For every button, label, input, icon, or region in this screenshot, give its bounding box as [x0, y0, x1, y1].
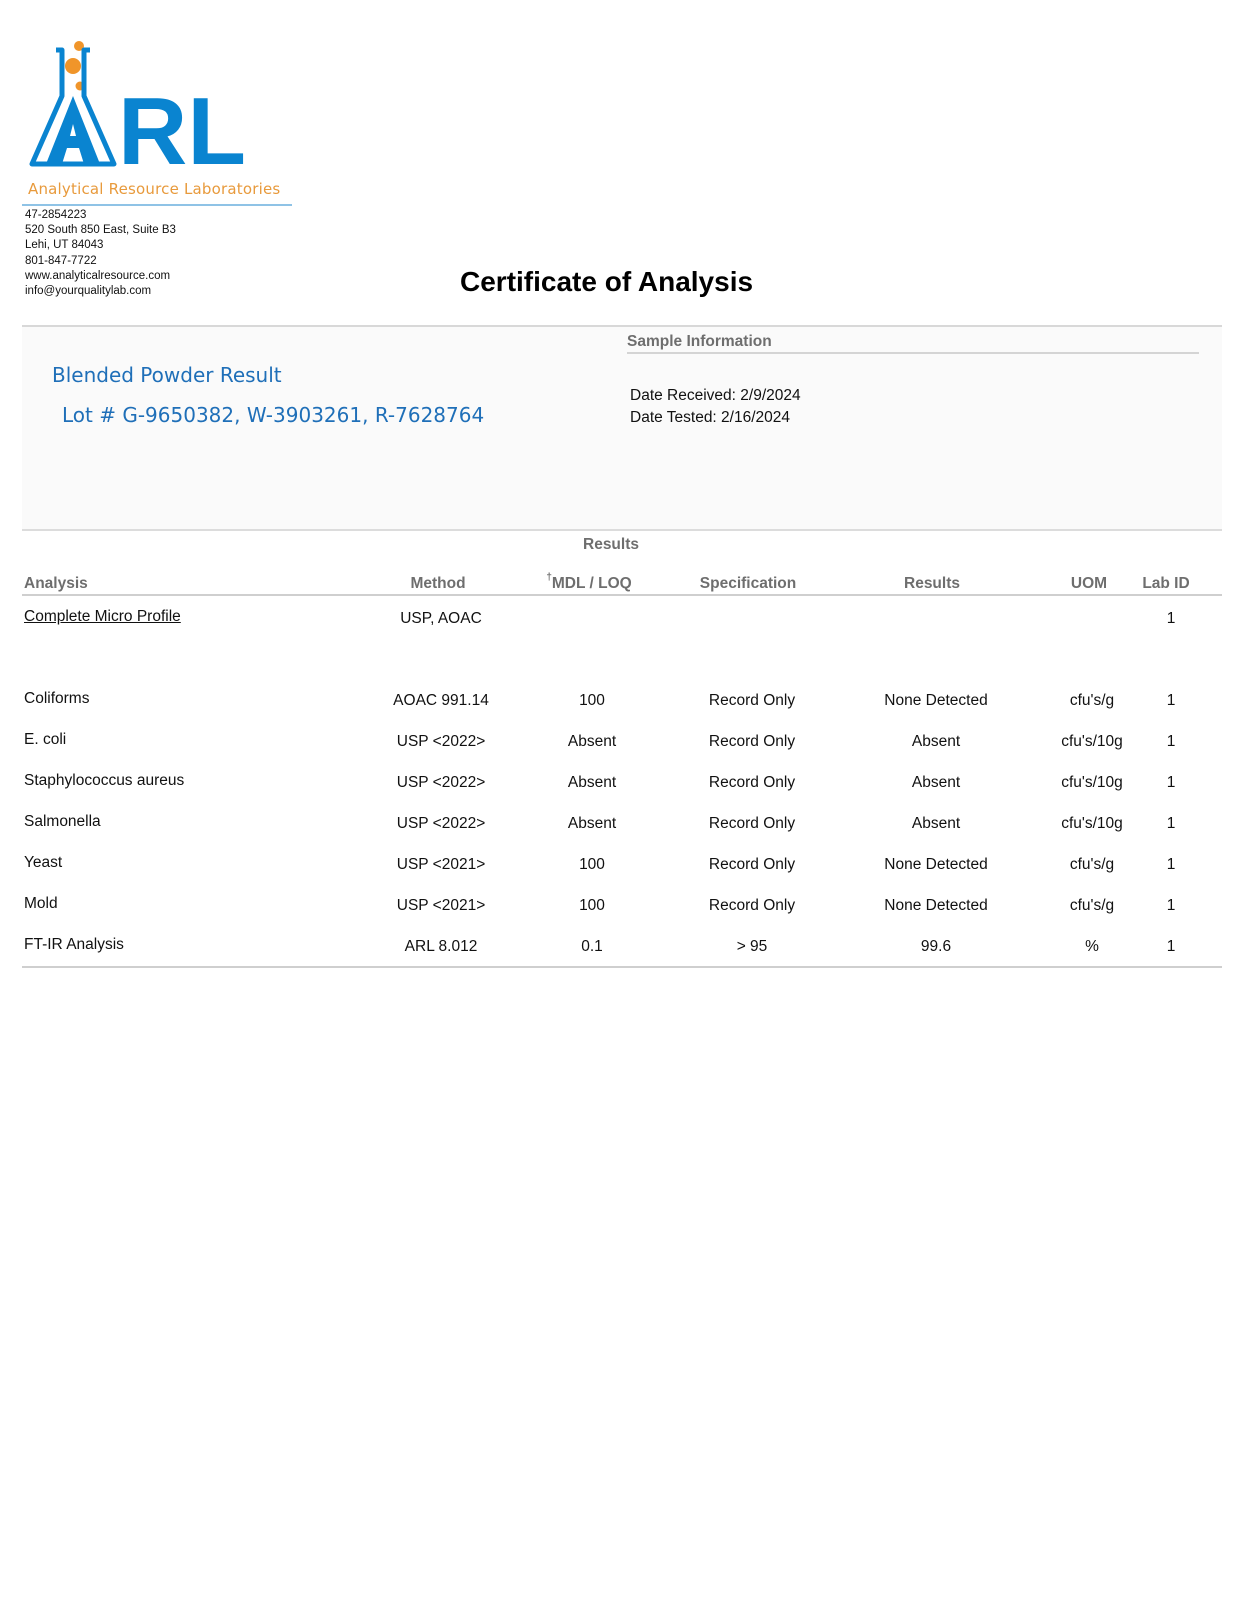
- lab-name: Analytical Resource Laboratories: [28, 180, 281, 198]
- website-link[interactable]: www.analyticalresource.com: [25, 269, 171, 282]
- analysis-cell: Staphylococcus aureus: [24, 772, 185, 789]
- analysis-cell: FT-IR Analysis: [24, 936, 124, 953]
- product-name: Blended Powder Result: [52, 363, 282, 387]
- method-cell: AOAC 991.14: [393, 692, 489, 709]
- lab-id-cell: 1: [1166, 938, 1176, 955]
- analysis-cell[interactable]: Complete Micro Profile: [24, 608, 181, 625]
- uom-cell: cfu's/10g: [1061, 815, 1123, 832]
- specification-cell: Record Only: [708, 692, 796, 709]
- method-cell: USP <2022>: [396, 733, 486, 750]
- date-tested: Date Tested: 2/16/2024: [630, 409, 791, 426]
- mdl-cell: Absent: [567, 774, 617, 791]
- result-cell: None Detected: [884, 856, 988, 873]
- header-divider: [22, 594, 1222, 596]
- mdl-cell: Absent: [567, 733, 617, 750]
- uom-cell: cfu's/10g: [1061, 733, 1123, 750]
- lab-id-cell: 1: [1166, 733, 1176, 750]
- lot-number: Lot # G-9650382, W-3903261, R-7628764: [62, 403, 485, 427]
- method-cell: USP <2021>: [396, 897, 486, 914]
- results-section-title: Results: [583, 536, 639, 553]
- sample-information-header: Sample Information: [627, 333, 772, 350]
- tax-id: 47-2854223: [25, 209, 87, 221]
- specification-cell: Record Only: [708, 774, 796, 791]
- uom-cell: cfu's/10g: [1061, 774, 1123, 791]
- analysis-cell: Yeast: [24, 854, 63, 871]
- dagger-mark: †: [546, 572, 552, 583]
- specification-cell: Record Only: [708, 897, 796, 914]
- uom-cell: cfu's/g: [1069, 856, 1115, 873]
- phone-number: 801-847-7722: [25, 254, 97, 267]
- method-cell: ARL 8.012: [404, 938, 478, 955]
- city-state-zip: Lehi, UT 84043: [25, 239, 104, 252]
- analysis-cell: E. coli: [24, 731, 67, 748]
- col-header-mdl-loq: [546, 572, 632, 593]
- result-cell: None Detected: [884, 692, 988, 709]
- col-header-lab-id: Lab ID: [1142, 575, 1190, 592]
- col-header-results: Results: [904, 575, 960, 592]
- company-logo: [22, 36, 292, 208]
- sample-header-divider: [627, 352, 1199, 354]
- method-cell: USP <2022>: [396, 774, 486, 791]
- lab-id-cell: 1: [1166, 610, 1176, 627]
- email-link[interactable]: info@yourqualitylab.com: [25, 285, 152, 298]
- method-cell: USP, AOAC: [400, 610, 482, 627]
- lab-address: [25, 208, 176, 299]
- uom-cell: cfu's/g: [1069, 897, 1115, 914]
- mdl-cell: Absent: [567, 815, 617, 832]
- specification-cell: Record Only: [708, 733, 796, 750]
- page-title: Certificate of Analysis: [460, 266, 754, 297]
- col-header-method: Method: [410, 575, 466, 592]
- svg-text:RL: RL: [118, 78, 246, 176]
- mdl-cell: 100: [579, 856, 605, 873]
- specification-cell: Record Only: [708, 856, 796, 873]
- result-cell: 99.6: [920, 938, 952, 955]
- result-cell: None Detected: [884, 897, 988, 914]
- col-header-specification: Specification: [699, 575, 797, 592]
- result-cell: Absent: [911, 774, 961, 791]
- street-address: 520 South 850 East, Suite B3: [25, 224, 176, 237]
- analysis-cell: Coliforms: [24, 690, 90, 707]
- uom-cell: %: [1085, 938, 1099, 955]
- mdl-cell: 0.1: [581, 938, 603, 955]
- lab-id-cell: 1: [1166, 897, 1176, 914]
- lab-id-cell: 1: [1166, 856, 1176, 873]
- lab-id-cell: 1: [1166, 815, 1176, 832]
- sample-information-panel: [22, 325, 1222, 531]
- method-cell: USP <2022>: [396, 815, 486, 832]
- lab-id-cell: 1: [1166, 774, 1176, 791]
- table-bottom-divider: [22, 966, 1222, 968]
- specification-cell: > 95: [736, 938, 768, 955]
- result-cell: Absent: [911, 733, 961, 750]
- method-cell: USP <2021>: [396, 856, 486, 873]
- result-cell: Absent: [911, 815, 961, 832]
- specification-cell: Record Only: [708, 815, 796, 832]
- mdl-cell: 100: [579, 692, 605, 709]
- logo-divider: [22, 204, 292, 206]
- lab-id-cell: 1: [1166, 692, 1176, 709]
- uom-cell: cfu's/g: [1069, 692, 1115, 709]
- col-header-uom: UOM: [1070, 575, 1108, 592]
- analysis-cell: Mold: [24, 895, 58, 912]
- mdl-loq-label: MDL / LOQ: [551, 575, 632, 592]
- analysis-cell: Salmonella: [24, 813, 101, 830]
- date-received: Date Received: 2/9/2024: [630, 387, 801, 404]
- flask-logo-icon: [22, 36, 292, 176]
- mdl-cell: 100: [579, 897, 605, 914]
- col-header-analysis: Analysis: [24, 575, 88, 592]
